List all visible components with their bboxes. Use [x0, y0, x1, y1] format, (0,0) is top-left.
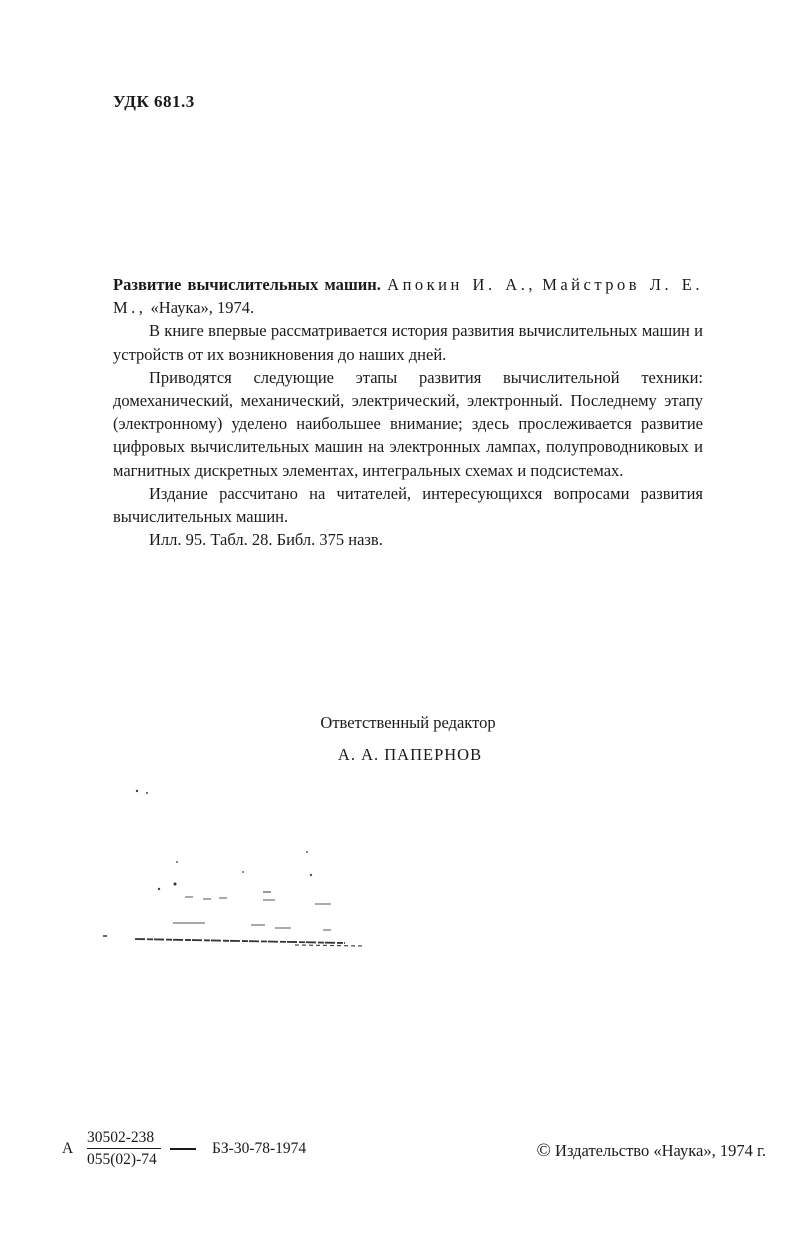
bibliographic-entry: [113, 273, 703, 319]
abstract-paragraph-2: Приводятся следующие этапы развития вычислительной техники: домеханический, механический, электрический, электронный. Последнему этапу (электронному) уделено наибольшее внимание; здесь прослеживается развитие цифровых вычислительных машин на электронных лампах, полупроводниковых и магнитных дискретных элементах, интегральных схемах и подсистемах.: [113, 367, 703, 480]
index-letter: А: [62, 1140, 74, 1157]
index-numerator: 30502-238: [87, 1129, 155, 1146]
copyright-icon: ©: [536, 1140, 551, 1161]
udk-code: УДК 681.3: [113, 92, 195, 111]
publication-index: [62, 1128, 362, 1176]
index-denominator: 055(02)-74: [87, 1148, 161, 1171]
index-fraction: [87, 1128, 161, 1171]
copyright-notice: [536, 1140, 766, 1162]
abstract-paragraph-1: В книге впервые рассматривается история развития вычислительных машин и устройств от их возникновения до наших дней.: [113, 321, 703, 364]
book-title: Развитие вычислительных машин.: [113, 275, 381, 294]
abstract-paragraph-3: Издание рассчитано на читателей, интересующихся вопросами развития вычислительных машин.: [113, 483, 703, 527]
index-dash: [170, 1148, 196, 1150]
index-code: БЗ-30-78-1974: [212, 1140, 307, 1157]
abstract-stats: Илл. 95. Табл. 28. Библ. 375 назв.: [149, 530, 383, 550]
copyright-text: Издательство «Наука», 1974 г.: [555, 1141, 766, 1160]
abstract: [113, 273, 703, 551]
print-specks: [95, 780, 395, 960]
publisher-year: «Наука», 1974.: [150, 298, 255, 318]
editor-name: А. А. ПАПЕРНОВ: [337, 745, 483, 764]
editor-label: Ответственный редактор: [320, 713, 496, 732]
author-apokin: Апокин И. А.,: [387, 275, 536, 294]
author-maistrov: Майстров Л. Е. М.,: [113, 275, 703, 318]
